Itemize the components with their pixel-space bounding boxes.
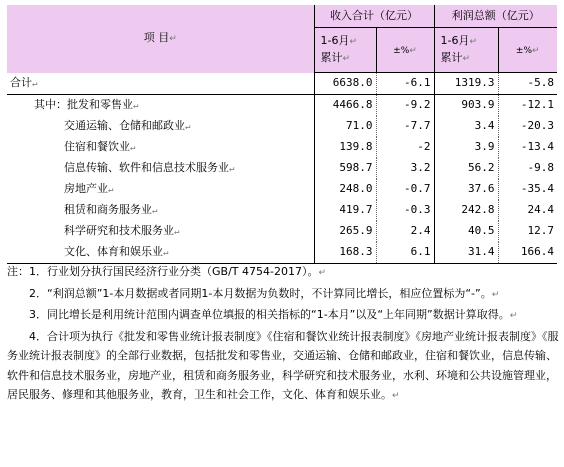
table-row-total — [7, 73, 557, 95]
revenue-pct: -0.3 — [376, 200, 434, 221]
profit-value: 31.4 — [434, 242, 498, 264]
profit-value: 56.2 — [434, 158, 498, 179]
table-header-row-1 — [7, 5, 557, 28]
profit-pct: -20.3 — [498, 116, 557, 137]
revenue-pct: -0.7 — [376, 179, 434, 200]
revenue-pct: -7.7 — [376, 116, 434, 137]
revenue-pct: -9.2 — [376, 94, 434, 116]
table-row — [7, 158, 557, 179]
revenue-value: 139.8 — [314, 137, 376, 158]
revenue-pct: -6.1 — [376, 73, 434, 95]
revenue-value: 248.0 — [314, 179, 376, 200]
table-row — [7, 116, 557, 137]
revenue-group-header: 收入合计（亿元） — [314, 5, 434, 28]
item-column-header: 项 目↵ — [7, 5, 314, 73]
footnote-3: 3．同比增长是利用统计范围内调查单位填报的相关指标的“1-本月”以及“上年同期”数据计算取得。↵ — [29, 308, 518, 321]
profit-pct: -5.8 — [498, 73, 557, 95]
profit-pct: 12.7 — [498, 221, 557, 242]
revenue-value: 419.7 — [314, 200, 376, 221]
revenue-value: 598.7 — [314, 158, 376, 179]
profit-value: 903.9 — [434, 94, 498, 116]
footnote-1: 注：1．行业划分执行国民经济行业分类（GB/T 4754-2017）。↵ — [7, 265, 326, 278]
profit-pct: -9.8 — [498, 158, 557, 179]
profit-pct-header: ±%↵ — [498, 28, 557, 73]
profit-pct: 24.4 — [498, 200, 557, 221]
profit-pct: -13.4 — [498, 137, 557, 158]
revenue-pct: 3.2 — [376, 158, 434, 179]
revenue-value: 265.9 — [314, 221, 376, 242]
profit-value: 3.4 — [434, 116, 498, 137]
revenue-value: 4466.8 — [314, 94, 376, 116]
profit-cumulative-header: 1-6月↵ 累计↵ — [434, 28, 498, 73]
table-row — [7, 221, 557, 242]
footnotes — [7, 262, 559, 407]
row-label: 住宿和餐饮业↵ — [64, 139, 136, 153]
row-label: 租赁和商务服务业↵ — [64, 202, 158, 216]
table-row — [7, 94, 557, 116]
table-row — [7, 242, 557, 264]
profit-value: 37.6 — [434, 179, 498, 200]
row-label: 其中：批发和零售业↵ — [34, 97, 139, 111]
profit-pct: 166.4 — [498, 242, 557, 264]
profit-pct: -12.1 — [498, 94, 557, 116]
table-row — [7, 179, 557, 200]
footnote-4: 4．合计项为执行《批发和零售业统计报表制度》《住宿和餐饮业统计报表制度》《房地产业统计报表制度》《服务业统计报表制度》的全部行业数据，包括批发和零售业，交通运输、仓储和邮政业，住宿和餐饮业，信息传输、软件和信息技术服务业，房地产业，租赁和商务服务业，科学研究和技术服务业，水利、环境和公共设施管理业，居民服务、修理和其他服务业，教育，卫生和社会工作，文化、体育和娱乐业。↵ — [7, 329, 559, 401]
profit-value: 1319.3 — [434, 73, 498, 95]
table-row — [7, 200, 557, 221]
revenue-value: 71.0 — [314, 116, 376, 137]
revenue-pct: 6.1 — [376, 242, 434, 264]
revenue-pct: 2.4 — [376, 221, 434, 242]
row-label: 交通运输、仓储和邮政业↵ — [64, 118, 191, 132]
row-label: 信息传输、软件和信息技术服务业↵ — [64, 160, 235, 174]
profit-value: 40.5 — [434, 221, 498, 242]
row-label: 科学研究和技术服务业↵ — [64, 223, 180, 237]
revenue-value: 168.3 — [314, 242, 376, 264]
profit-pct: -35.4 — [498, 179, 557, 200]
row-label: 文化、体育和娱乐业↵ — [7, 242, 314, 264]
row-label: 合计↵ — [7, 73, 314, 95]
profit-value: 242.8 — [434, 200, 498, 221]
revenue-value: 6638.0 — [314, 73, 376, 95]
table-row — [7, 137, 557, 158]
footnote-2: 2．“利润总额”1-本月数据或者同期1-本月数据为负数时，不计算同比增长，相应位置标为“-”。↵ — [29, 286, 500, 300]
row-label: 房地产业↵ — [64, 181, 114, 195]
statistics-table — [7, 5, 557, 264]
profit-value: 3.9 — [434, 137, 498, 158]
revenue-pct: -2 — [376, 137, 434, 158]
revenue-cumulative-header: 1-6月↵ 累计↵ — [314, 28, 376, 73]
revenue-pct-header: ±%↵ — [376, 28, 434, 73]
profit-group-header: 利润总额（亿元） — [434, 5, 557, 28]
